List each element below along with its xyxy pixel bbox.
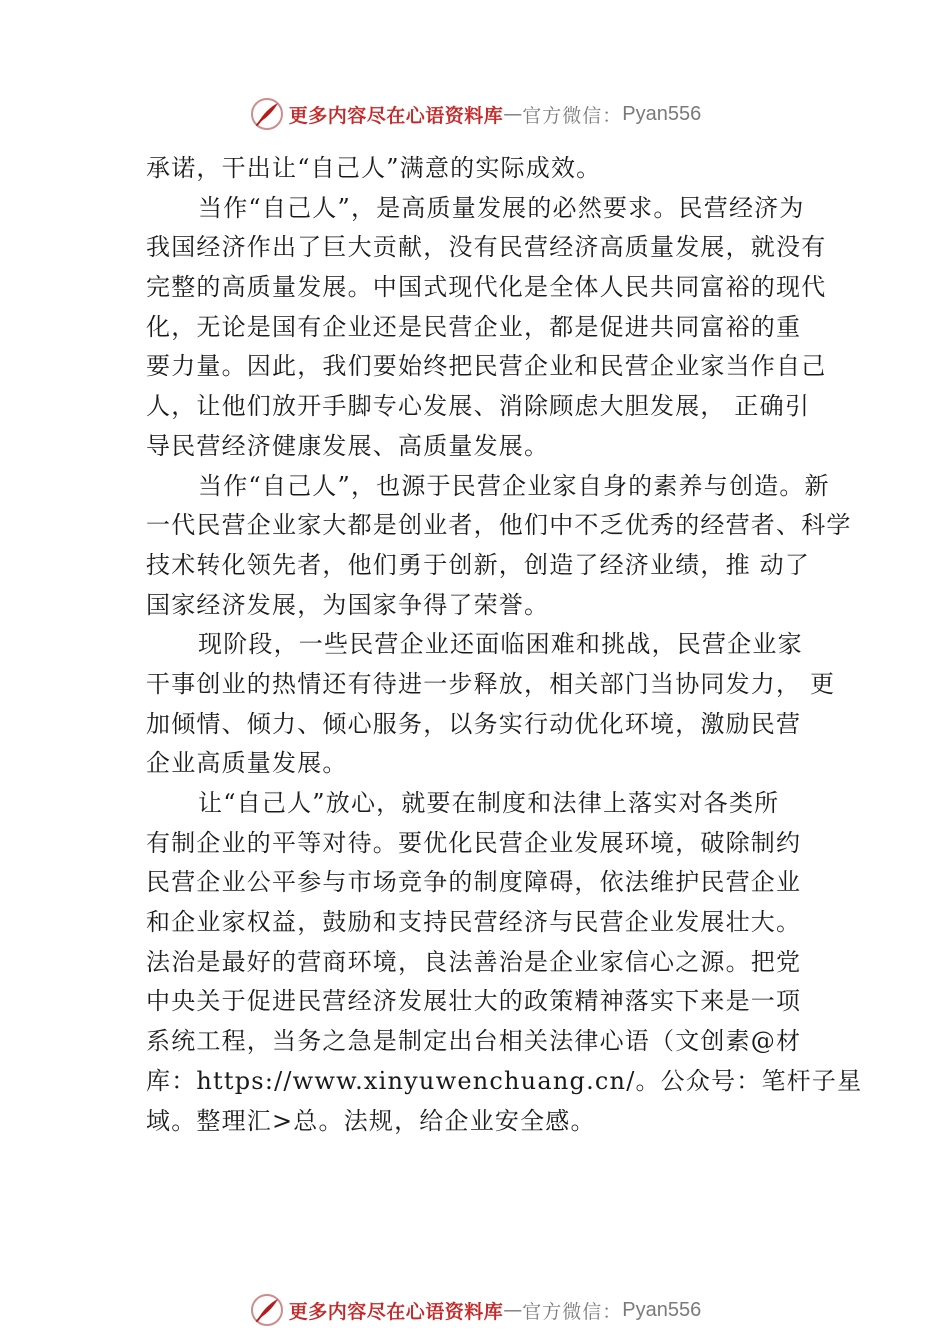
text-line: 民营企业公平参与市场竞争的制度障碍，依法维护民营企业 [146, 868, 802, 897]
text-line: 我国经济作出了巨大贡献，没有民营经济高质量发展，就没有 [146, 233, 827, 262]
text-line: 有制企业的平等对待。要优化民营企业发展环境，破除制约 [146, 828, 802, 857]
banner-dash: — [503, 1299, 523, 1321]
banner-wechat-id: Pyan556 [622, 1298, 702, 1321]
text-line: 完整的高质量发展。中国式现代化是全体人民共同富裕的现代 [146, 273, 827, 302]
article-body [146, 149, 863, 1141]
text-line: 让“自己人”放心，就要在制度和法律上落实对各类所 [198, 789, 780, 817]
footer-banner [0, 1290, 950, 1330]
banner-dash: — [503, 103, 523, 125]
text-line: 干事创业的热情还有待进一步释放，相关部门当协同发力， 更 [146, 669, 836, 698]
text-line: 现阶段，一些民营企业还面临困难和挑战，民营企业家 [198, 630, 803, 659]
text-line: 系统工程，当务之急是制定出台相关法律心语（文创素@材 [146, 1027, 802, 1056]
banner-wechat-label: 官方微信： [522, 104, 623, 127]
text-line: 企业高质量发展。 [146, 749, 348, 778]
text-line: 一代民营企业家大都是创业者，他们中不乏优秀的经营者、科学 [146, 511, 852, 540]
text-line: 技术转化领先者，他们勇于创新，创造了经济业绩，推 动了 [146, 550, 811, 579]
banner-promo-text: 更多内容尽在心语资料库 [288, 1300, 504, 1323]
banner-wechat-label: 官方微信： [522, 1300, 623, 1323]
text-line: 法治是最好的营商环境，良法善治是企业家信心之源。把党 [146, 947, 802, 976]
text-line: 要力量。因此，我们要始终把民营企业和民营企业家当作自己 [146, 352, 827, 381]
quill-pen-logo-icon [249, 1292, 285, 1328]
banner-promo-text: 更多内容尽在心语资料库 [288, 104, 504, 127]
text-line: 化，无论是国有企业还是民营企业，都是促进共同富裕的重 [146, 312, 802, 341]
text-line: 加倾情、倾力、倾心服务，以务实行动优化环境，激励民营 [146, 709, 802, 738]
header-banner [0, 94, 950, 134]
text-line: 中央关于促进民营经济发展壮大的政策精神落实下来是一项 [146, 987, 802, 1016]
text-line: 域。整理汇>总。法规，给企业安全感。 [146, 1106, 596, 1135]
text-line: 库：https://www.xinyuwenchuang.cn/。公众号：笔杆子星 [146, 1066, 863, 1095]
text-line: 导民营经济健康发展、高质量发展。 [146, 431, 550, 460]
text-line: 当作“自己人”，是高质量发展的必然要求。民营经济为 [198, 193, 805, 222]
text-line: 当作“自己人”，也源于民营企业家自身的素养与创造。新 [198, 471, 830, 500]
banner-wechat-id: Pyan556 [622, 102, 702, 125]
text-line: 承诺，干出让“自己人”满意的实际成效。 [146, 154, 602, 182]
text-line: 国家经济发展，为国家争得了荣誉。 [146, 590, 550, 619]
text-line: 和企业家权益，鼓励和支持民营经济与民营企业发展壮大。 [146, 908, 802, 937]
text-line: 人，让他们放开手脚专心发展、消除顾虑大胆发展， 正确引 [146, 392, 811, 421]
quill-pen-logo-icon [249, 96, 285, 132]
